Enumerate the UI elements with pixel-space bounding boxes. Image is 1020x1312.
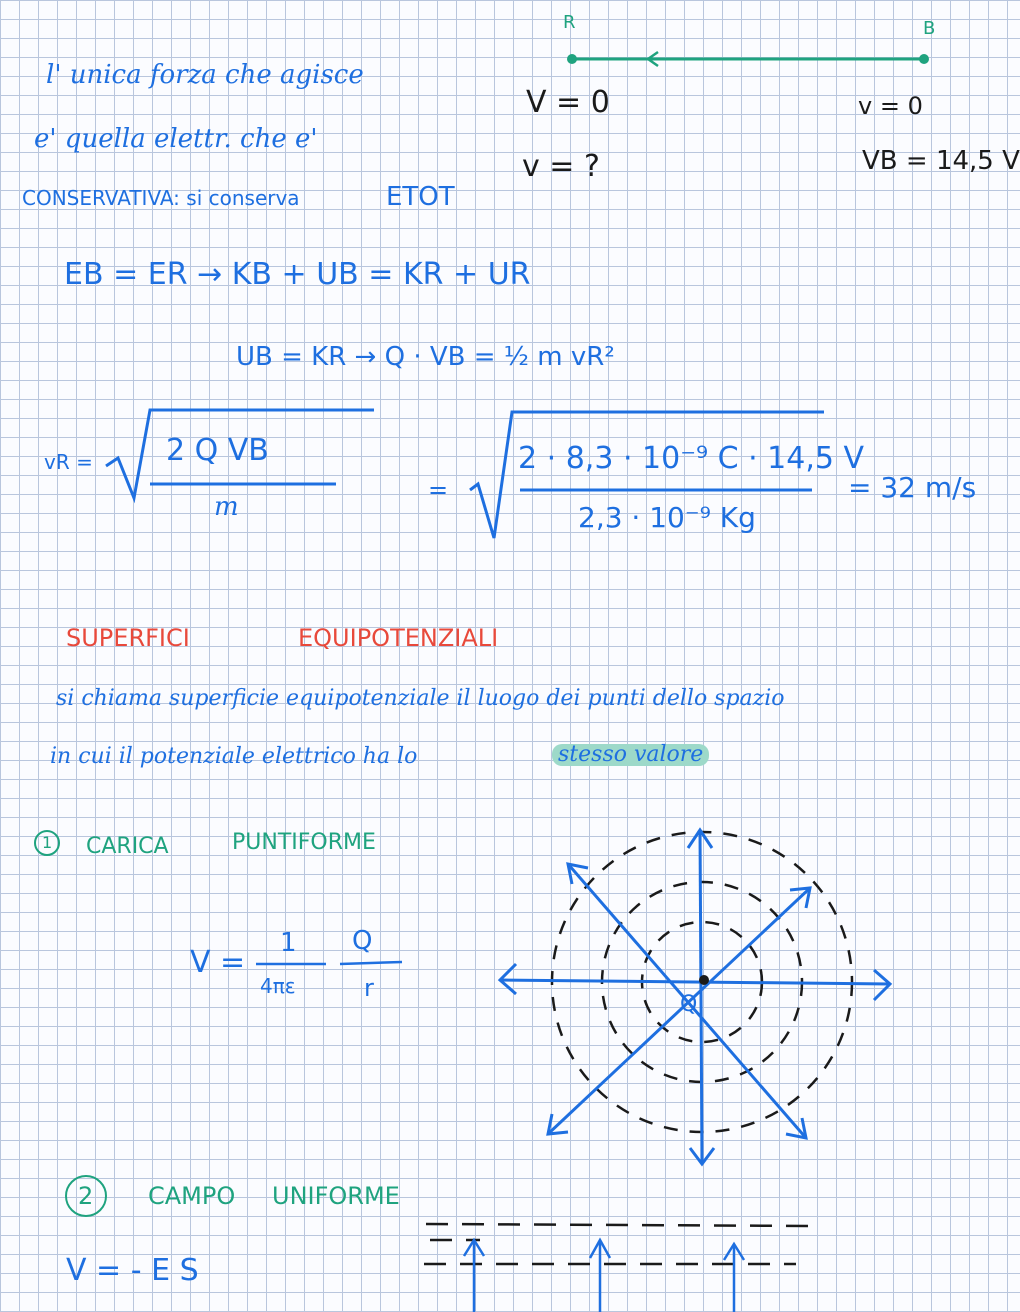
frac2-denominator: r [364, 974, 374, 1002]
uniform-field-title-a: CAMPO [148, 1182, 236, 1210]
intro-line-1: l' unica forza che agisce [46, 60, 364, 90]
etot-label: ETOT [386, 182, 455, 212]
point-r-label: R [563, 12, 576, 33]
potential-v: V = [190, 945, 246, 980]
frac2-numerator: Q [352, 926, 373, 956]
uniform-field-title-b: UNIFORME [272, 1182, 400, 1210]
sqrt1-denominator: m [214, 492, 239, 522]
v-b-zero: v = 0 [858, 92, 923, 120]
energy-eq-1: EB = ER → KB + UB = KR + UR [64, 257, 531, 292]
energy-eq-2: UB = KR → Q · VB = ½ m vR² [236, 342, 615, 372]
equipotential-line-1 [426, 1224, 816, 1226]
uniform-field-formula: V = - E S [66, 1253, 199, 1288]
vr-label: vR = [44, 450, 93, 474]
point-charge-title-a: CARICA [86, 834, 169, 859]
number-one: 1 [42, 833, 53, 852]
sqrt1-numerator: 2 Q VB [166, 433, 269, 468]
intro-line-3: CONSERVATIVA: si conserva [22, 186, 300, 210]
definition-highlight: stesso valore [552, 744, 709, 766]
equals-sign: = [428, 476, 449, 504]
vb-value: VB = 14,5 V [862, 146, 1020, 176]
definition-line-2: in cui il potenziale elettrico ha lo [50, 744, 418, 769]
sqrt2-numerator: 2 · 8,3 · 10⁻⁹ C · 14,5 V [518, 441, 864, 476]
section-title-2: EQUIPOTENZIALI [298, 624, 499, 652]
frac1-numerator: 1 [280, 928, 297, 958]
point-charge-title-b: PUNTIFORME [232, 830, 376, 855]
v-r-zero: V = 0 [526, 85, 610, 120]
point-b-label: B [923, 18, 936, 39]
section-title-1: SUPERFICI [66, 624, 190, 652]
definition-line-1: si chiama superficie equipotenziale il luogo dei punti dello spazio [56, 686, 785, 711]
v-question: v = ? [522, 149, 600, 184]
number-two: 2 [78, 1182, 94, 1210]
intro-line-2: e' quella elettr. che e' [34, 124, 318, 154]
velocity-result: = 32 m/s [848, 471, 977, 504]
sqrt2-denominator: 2,3 · 10⁻⁹ Kg [578, 501, 756, 534]
charge-q-label: Q [680, 992, 698, 1017]
frac1-denominator: 4πε [260, 974, 296, 998]
